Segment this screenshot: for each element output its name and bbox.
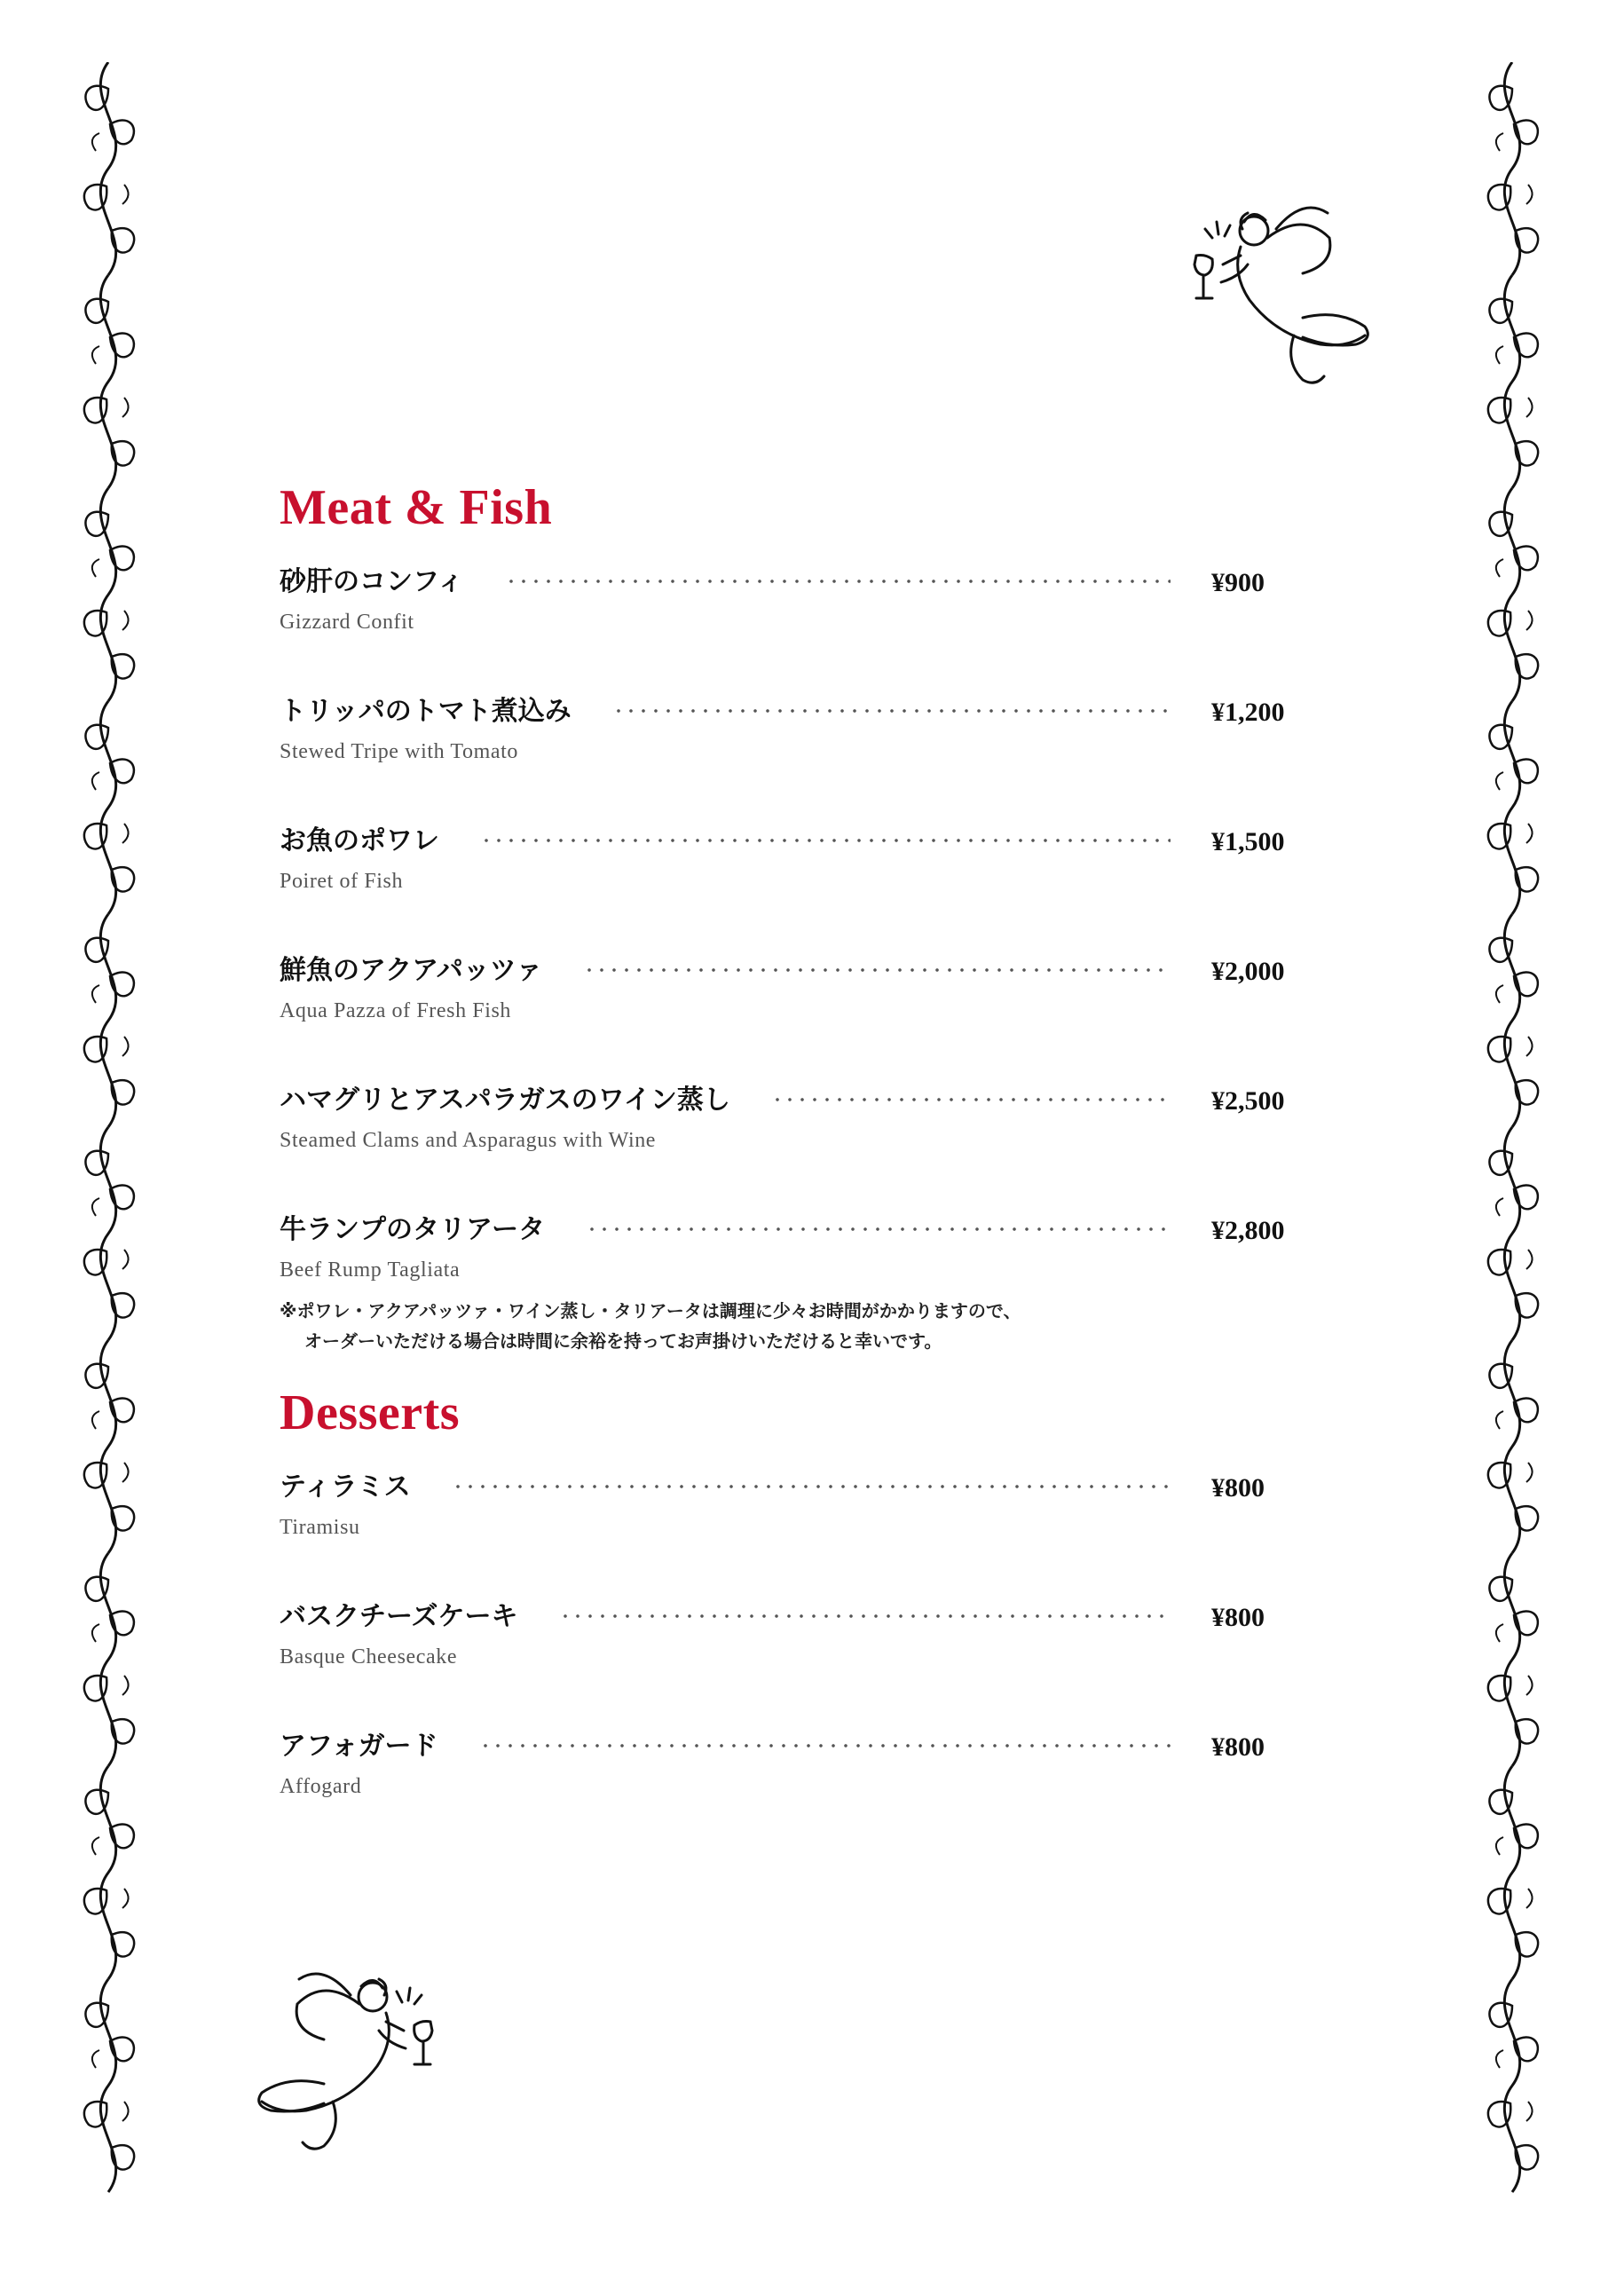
item-name-jp: ティラミス xyxy=(280,1471,411,1503)
dotted-leader xyxy=(586,1225,1171,1234)
dotted-leader xyxy=(612,706,1171,715)
item-price: ¥1,200 xyxy=(1211,698,1285,727)
item-price: ¥2,500 xyxy=(1211,1086,1285,1116)
item-name-en: Affogard xyxy=(280,1775,362,1798)
item-name-jp: 砂肝のコンフィ xyxy=(280,566,464,597)
menu-item xyxy=(280,1722,1344,1810)
dotted-leader xyxy=(479,1741,1171,1750)
item-price: ¥2,000 xyxy=(1211,957,1285,986)
item-name-jp: 牛ランプのタリアータ xyxy=(280,1214,546,1245)
item-name-en: Gizzard Confit xyxy=(280,611,414,634)
note-line-1: ※ポワレ・アクアパッツァ・ワイン蒸し・タリアータは調理に少々お時間がかかりますので、 xyxy=(280,1300,1021,1321)
menu-item xyxy=(280,1076,1344,1164)
item-name-jp: ハマグリとアスパラガスのワイン蒸し xyxy=(280,1085,730,1116)
cherub-with-wine-top-icon xyxy=(1170,202,1387,393)
item-name-jp: バスクチーズケーキ xyxy=(280,1601,518,1632)
menu-item xyxy=(280,557,1344,646)
section-title-meat-fish: Meat & Fish xyxy=(280,480,553,535)
note-line-2: オーダーいただける場合は時間に余裕を持ってお声掛けいただけると幸いです。 xyxy=(304,1330,942,1352)
section-title-desserts: Desserts xyxy=(280,1385,461,1440)
dotted-leader xyxy=(505,577,1171,586)
item-name-en: Stewed Tripe with Tomato xyxy=(280,740,518,763)
dotted-leader xyxy=(559,1612,1171,1621)
item-price: ¥800 xyxy=(1211,1732,1265,1762)
menu-item xyxy=(280,1463,1344,1551)
item-name-jp: アフォガード xyxy=(280,1731,438,1762)
vine-border-right-icon xyxy=(1477,62,1548,2210)
menu-item xyxy=(280,1592,1344,1681)
item-name-en: Basque Cheesecake xyxy=(280,1645,458,1668)
menu-item xyxy=(280,946,1344,1035)
menu-item xyxy=(280,1205,1344,1294)
item-price: ¥1,500 xyxy=(1211,827,1285,856)
menu-item xyxy=(280,687,1344,776)
dotted-leader xyxy=(480,836,1171,845)
dotted-leader xyxy=(583,966,1171,974)
preparation-time-note xyxy=(280,1296,1021,1356)
item-name-en: Steamed Clams and Asparagus with Wine xyxy=(280,1129,657,1152)
item-name-jp: 鮮魚のアクアパッツァ xyxy=(280,955,543,986)
item-name-jp: トリッパのトマト煮込み xyxy=(280,696,572,727)
item-name-en: Poiret of Fish xyxy=(280,870,404,893)
dotted-leader xyxy=(771,1095,1171,1104)
vine-border-left-icon xyxy=(73,62,144,2210)
item-name-en: Aqua Pazza of Fresh Fish xyxy=(280,999,512,1022)
item-name-jp: お魚のポワレ xyxy=(280,825,439,856)
cherub-with-wine-bottom-icon xyxy=(240,1968,457,2159)
item-name-en: Tiramisu xyxy=(280,1516,360,1539)
item-price: ¥800 xyxy=(1211,1603,1265,1632)
item-name-en: Beef Rump Tagliata xyxy=(280,1258,461,1282)
menu-item xyxy=(280,816,1344,905)
dotted-leader xyxy=(452,1482,1171,1491)
item-price: ¥900 xyxy=(1211,568,1265,597)
item-price: ¥800 xyxy=(1211,1473,1265,1503)
item-price: ¥2,800 xyxy=(1211,1216,1285,1245)
